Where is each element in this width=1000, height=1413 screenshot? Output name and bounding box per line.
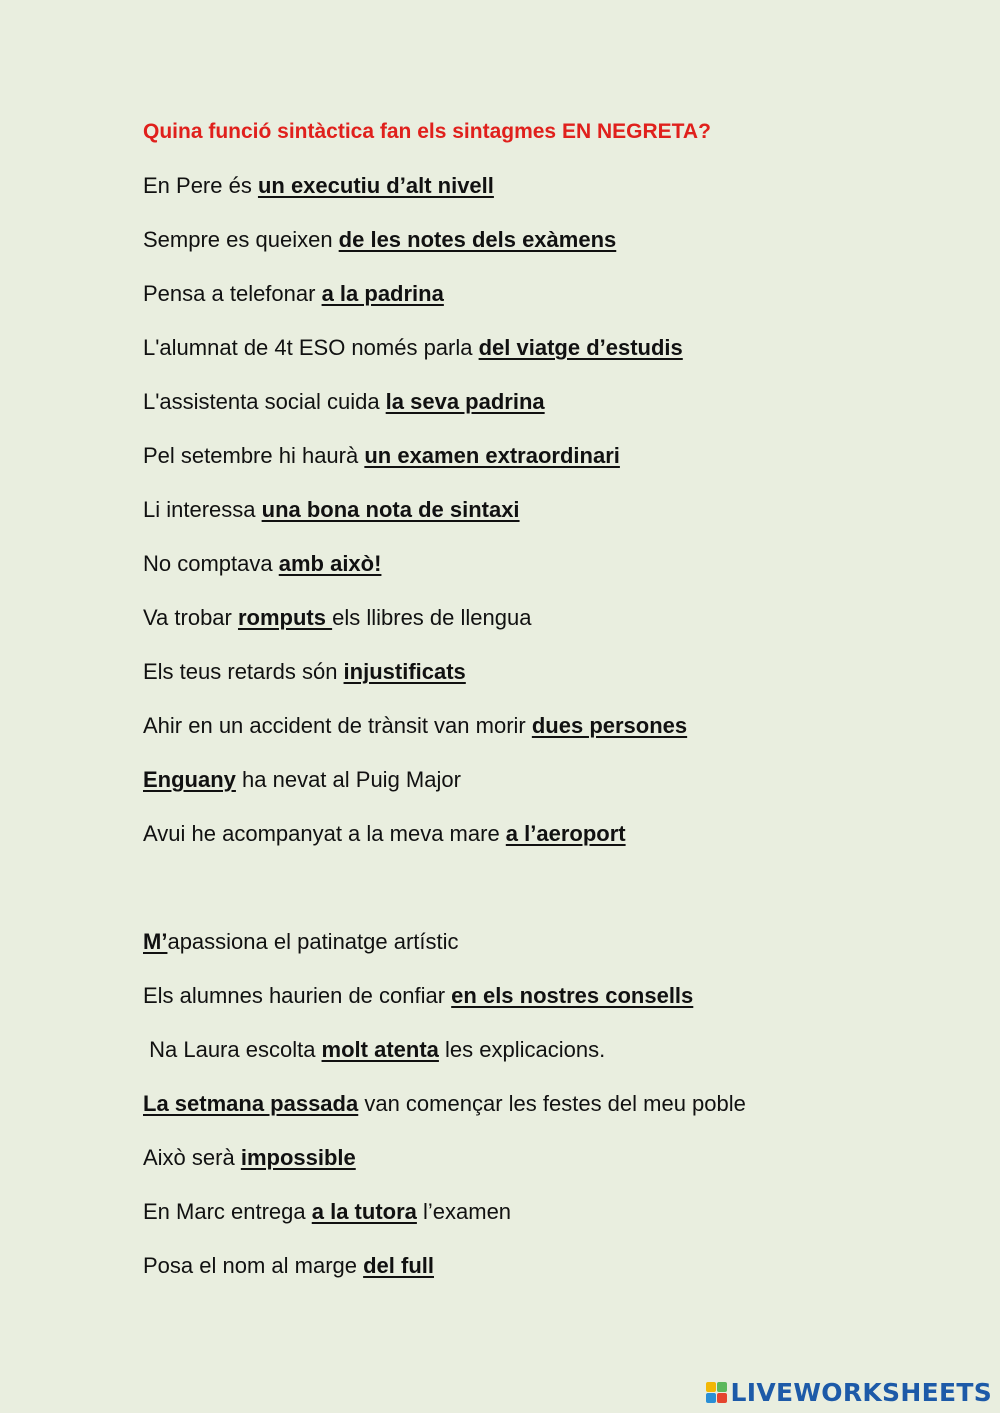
sentence-11 [143,710,943,764]
bold-phrase: del full [363,1253,434,1278]
sentence-text: L'alumnat de 4t ESO només parla [143,335,479,360]
sentence-text: Pensa a telefonar [143,281,322,306]
bold-phrase: a l’aeroport [505,821,626,846]
liveworksheets-logo-icon [706,1382,727,1403]
bold-phrase: Enguany [143,767,236,792]
sentence-text: Sempre es queixen [143,227,339,252]
bold-phrase: la seva padrina [385,389,545,414]
sentence-text: Ahir en un accident de trànsit van morir [143,713,532,738]
sentence-text: Na Laura escolta [143,1037,322,1062]
sentence-text: No comptava [143,551,279,576]
bold-phrase: M’ [143,929,168,954]
sentence-18 [143,1142,943,1196]
sentence-text: L'assistenta social cuida [143,389,386,414]
sentence-text: l’examen [416,1199,512,1224]
sentence-14 [143,926,943,980]
sentence-text: van començar les festes del meu poble [358,1091,746,1116]
sentence-text: les explicacions. [438,1037,606,1062]
logo-tile [717,1393,727,1403]
logo-tile [717,1382,727,1392]
sentence-12 [143,764,943,818]
bold-phrase: molt atenta [321,1037,439,1062]
bold-phrase: amb això! [278,551,382,576]
sentence-15 [143,980,943,1034]
sentence-7 [143,494,943,548]
sentence-text: els llibres de llengua [332,605,532,630]
worksheet [143,116,943,1304]
liveworksheets-brand [706,1378,992,1407]
sentence-17 [143,1088,943,1142]
bold-phrase: una bona nota de sintaxi [261,497,520,522]
sentence-10 [143,656,943,710]
sentence-6 [143,440,943,494]
sentence-20 [143,1250,943,1304]
sentence-16 [143,1034,943,1088]
logo-tile [706,1382,716,1392]
logo-tile [706,1393,716,1403]
sentence-5 [143,386,943,440]
sentence-text: Els teus retards són [143,659,344,684]
sentence-text: Avui he acompanyat a la meva mare [143,821,506,846]
bold-phrase: a la padrina [321,281,444,306]
sentence-2 [143,224,943,278]
sentence-1 [143,170,943,224]
sentence-text: Va trobar [143,605,238,630]
sentence-text: Pel setembre hi haurà [143,443,365,468]
sentence-text: Els alumnes haurien de confiar [143,983,452,1008]
sentence-text: Posa el nom al marge [143,1253,364,1278]
sentence-9 [143,602,943,656]
bold-phrase: a la tutora [311,1199,417,1224]
sentence-text: En Marc entrega [143,1199,312,1224]
sentence-text: Això serà [143,1145,241,1170]
sentence-text: En Pere és [143,173,258,198]
sentence-text: Li interessa [143,497,262,522]
bold-phrase: impossible [240,1145,356,1170]
bold-phrase: romputs [237,605,333,630]
worksheet-title: Quina funció sintàctica fan els sintagmes EN NEGRETA? [143,120,711,143]
brand-name: LIVEWORKSHEETS [730,1378,992,1407]
sentence-list [143,170,943,1304]
bold-phrase: de les notes dels exàmens [338,227,617,252]
sentence-text: ha nevat al Puig Major [235,767,461,792]
bold-phrase: un executiu d’alt nivell [257,173,494,198]
sentence-3 [143,278,943,332]
sentence-13 [143,818,943,872]
sentence-text: apassiona el patinatge artístic [167,929,459,954]
sentence-8 [143,548,943,602]
bold-phrase: del viatge d’estudis [478,335,683,360]
sentence-4 [143,332,943,386]
bold-phrase: un examen extraordinari [364,443,620,468]
sentence-19 [143,1196,943,1250]
bold-phrase: en els nostres consells [451,983,694,1008]
bold-phrase: injustificats [343,659,466,684]
bold-phrase: La setmana passada [143,1091,359,1116]
bold-phrase: dues persones [531,713,688,738]
